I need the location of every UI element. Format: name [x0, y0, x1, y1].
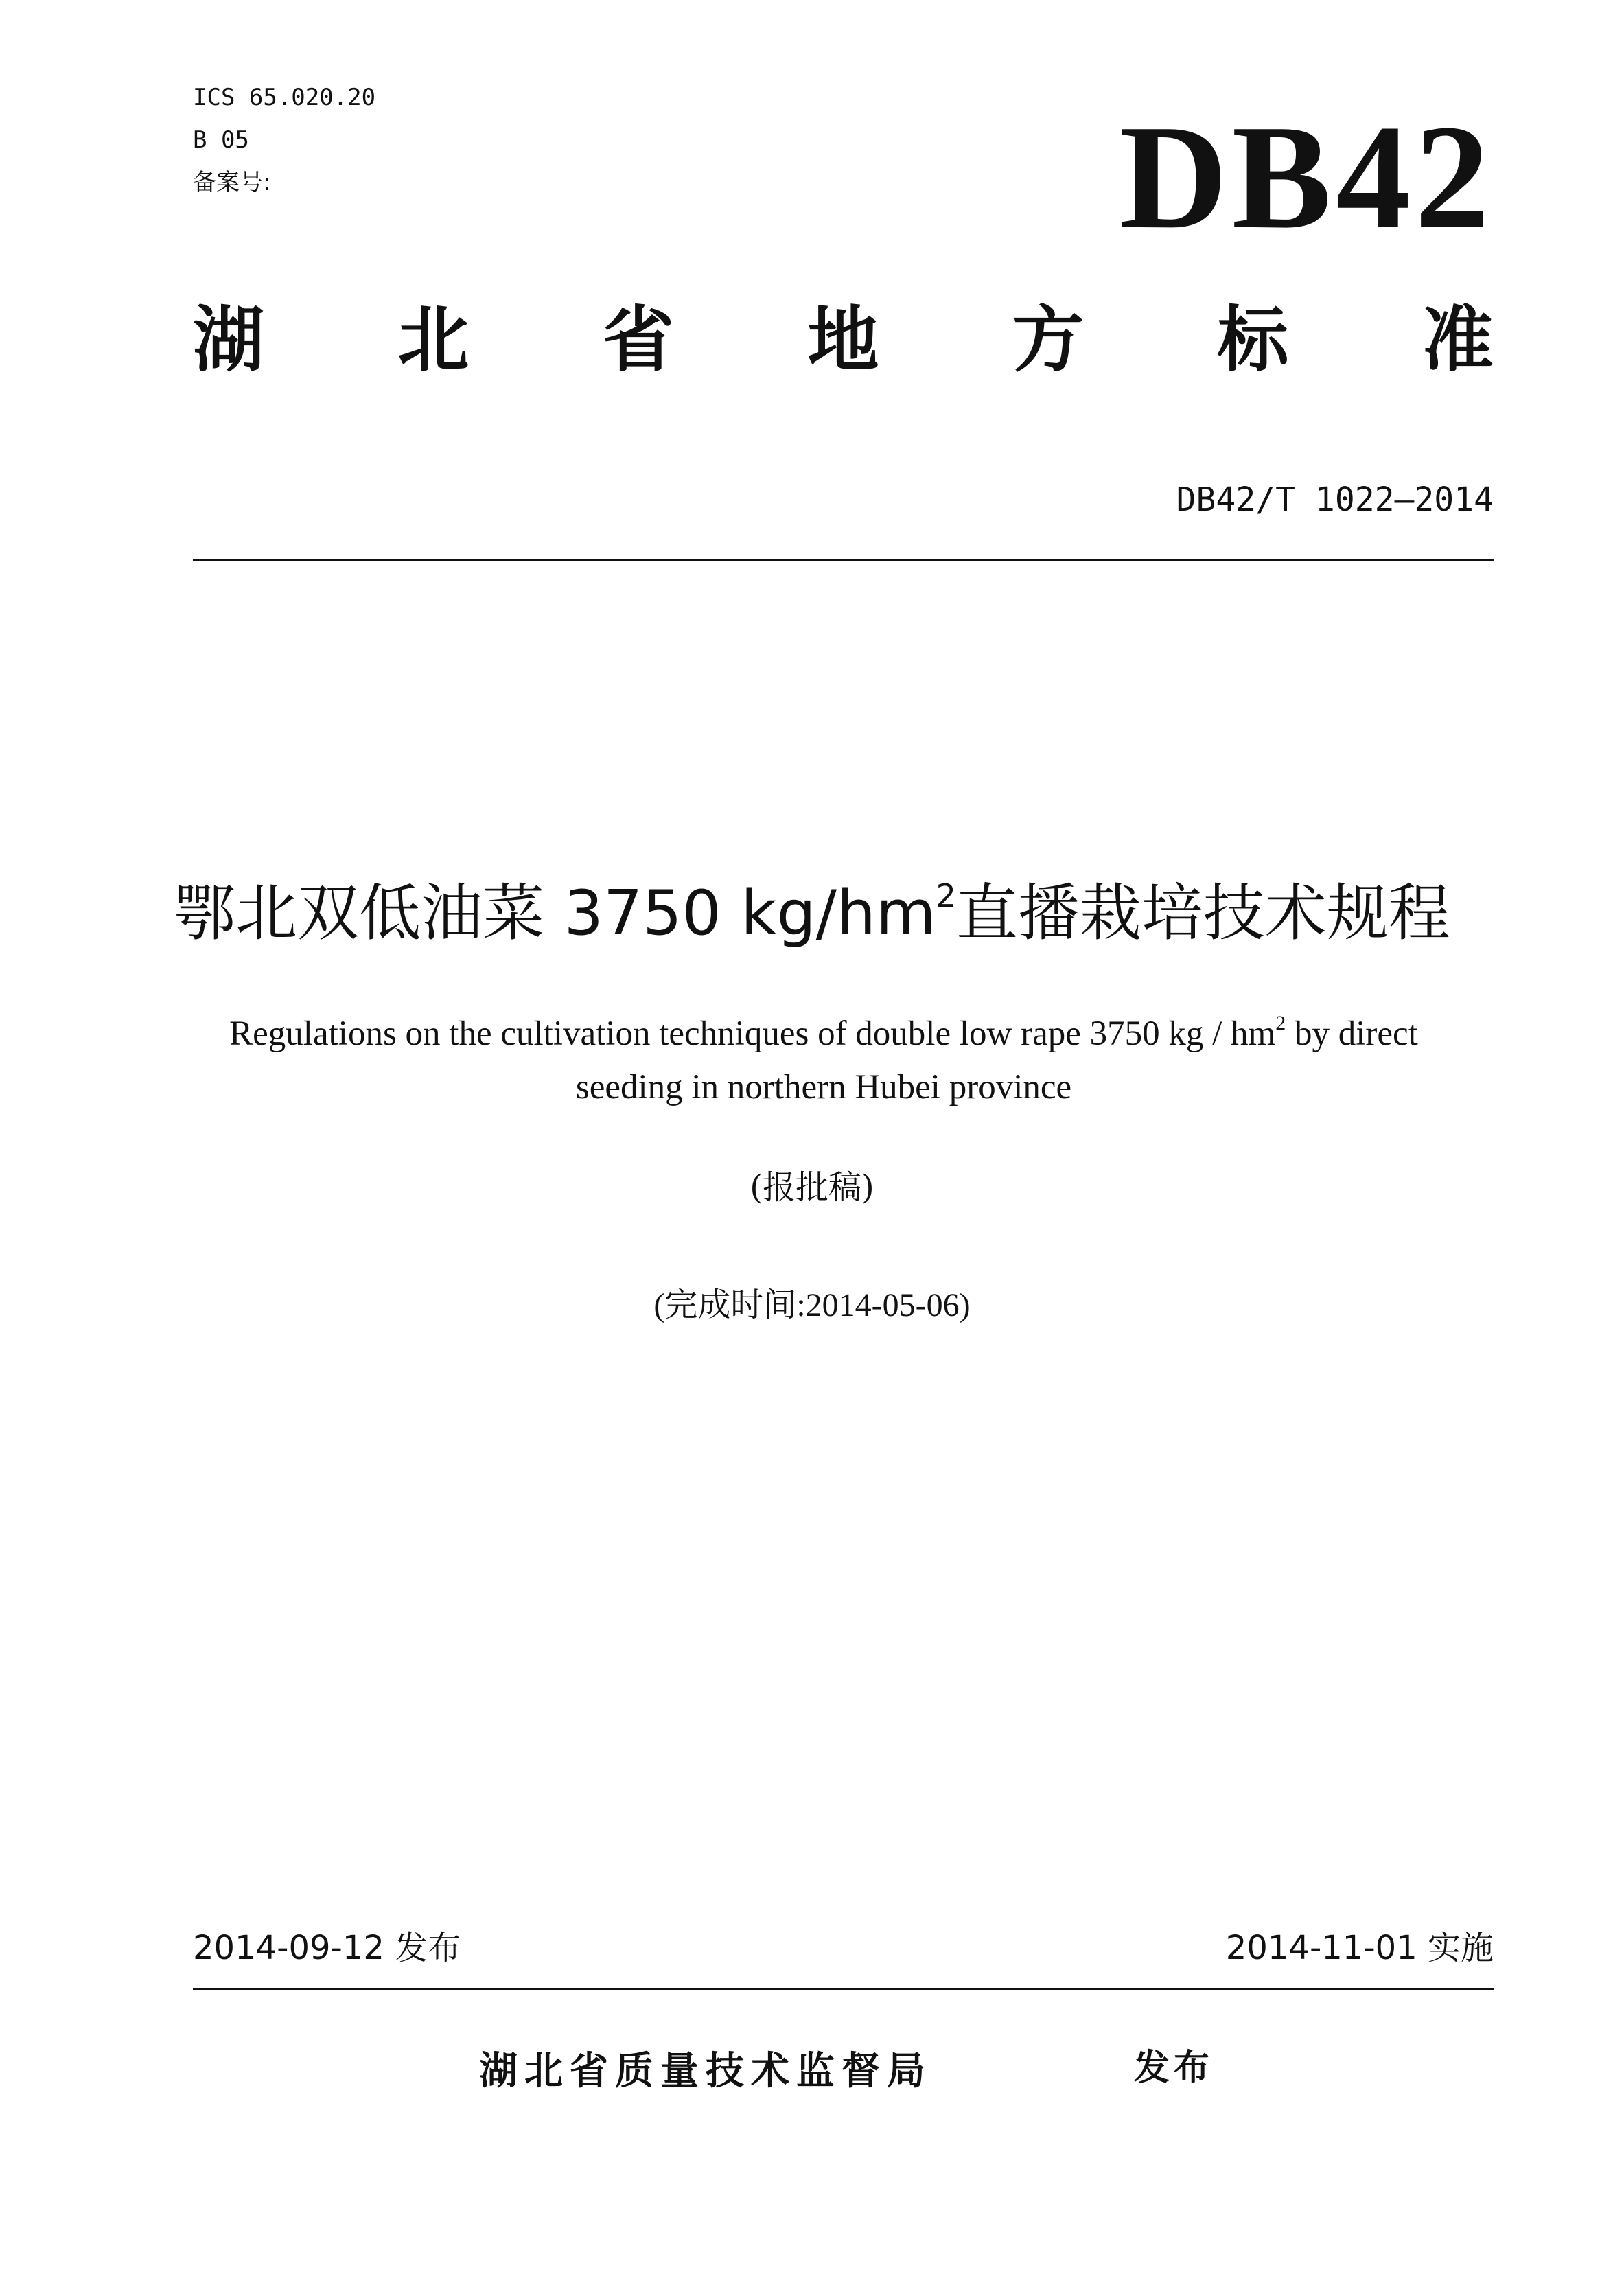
standard-title-char: 省	[602, 298, 674, 382]
chinese-title	[0, 858, 1624, 951]
standard-title-char: 方	[1012, 298, 1084, 382]
release-date: 2014-09-12 发布	[193, 1929, 461, 1967]
english-title-part: by direct seeding in northern Hubei province	[575, 1014, 1418, 1106]
english-title-part: Regulations on the cultivation techniques of double low rape 3750 kg / hm	[229, 1014, 1276, 1053]
header-divider	[193, 559, 1494, 561]
standard-title-char: 湖	[193, 298, 265, 382]
standard-type-title	[193, 299, 1494, 381]
draft-status: (报批稿)	[750, 1168, 874, 1207]
record-number-label: 备案号:	[193, 169, 271, 196]
chinese-title-part: 鄂北双低油菜 3750 kg/hm	[174, 877, 936, 949]
standard-title-char: 地	[807, 298, 879, 382]
ics-code: ICS 65.020.20	[193, 84, 376, 111]
issuing-authority: 湖北省质量技术监督局	[479, 2049, 932, 2094]
footer-divider	[193, 1988, 1494, 1990]
chinese-title-part: 直播栽培技术规程	[955, 877, 1450, 949]
standard-number: DB42/T 1022—2014	[1176, 480, 1494, 519]
chinese-title-superscript: 2	[936, 877, 956, 914]
completion-date: (完成时间:2014-05-06)	[653, 1287, 971, 1323]
classification-code: B 05	[193, 126, 249, 154]
standard-title-char: 准	[1422, 298, 1494, 382]
standard-title-char: 北	[397, 298, 469, 382]
english-title	[206, 997, 1441, 1114]
issue-label: 发布	[1134, 2048, 1214, 2089]
english-title-superscript: 2	[1275, 1012, 1286, 1034]
standard-code-large: DB42	[1120, 95, 1494, 260]
implementation-date: 2014-11-01 实施	[1225, 1929, 1494, 1967]
standard-title-char: 标	[1217, 298, 1289, 382]
